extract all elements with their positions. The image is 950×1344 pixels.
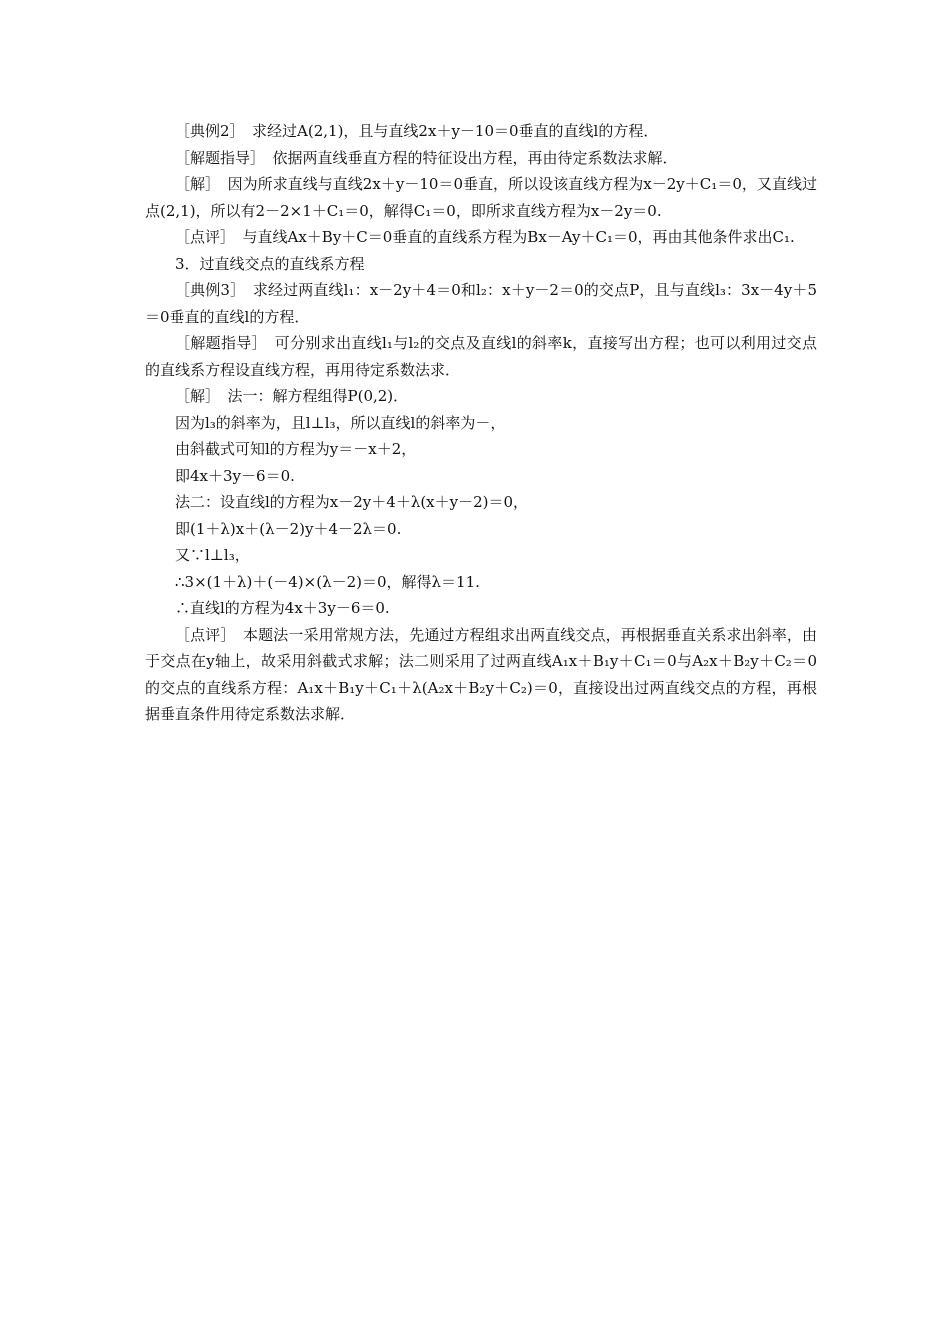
solution-step: 又∵l⊥l₃， (175, 546, 250, 564)
example-2-solution: ［解］ 因为所求直线与直线2x＋y－10＝0垂直，所以设该直线方程为x－2y＋C₁＝0，又直线过点(2,1)，所以有2－2×1＋C₁＝0，解得C₁＝0，即所求直线方程为x－2y＝0. (145, 175, 817, 220)
solution-step: 因为l₃的斜率为，且l⊥l₃，所以直线l的斜率为－， (175, 413, 506, 432)
solution-step: 由斜截式可知l的方程为y＝－x＋2， (175, 440, 417, 458)
solution-step: ∴3×(1＋λ)＋(－4)×(λ－2)＝0，解得λ＝11. (175, 572, 480, 591)
solution-step: 即(1＋λ)x＋(λ－2)y＋4－2λ＝0. (175, 519, 402, 538)
example-2-problem: ［典例2］ 求经过A(2,1)，且与直线2x＋y－10＝0垂直的直线l的方程． (175, 122, 659, 140)
solution-step: 即4x＋3y－6＝0. (175, 466, 295, 485)
example-3-guide: ［解题指导］ 可分别求出直线l₁与l₂的交点及直线l的斜率k，直接写出方程；也可以利用过交点的直线系方程设直线方程，再用待定系数法求． (145, 334, 817, 379)
example-3-solution-method-2: 法二：设直线l的方程为x－2y＋4＋λ(x＋y－2)＝0， (175, 493, 529, 511)
example-2-guide: ［解题指导］ 依据两直线垂直方程的特征设出方程，再由待定系数法求解． (175, 148, 678, 167)
example-2-comment: ［点评］ 与直线Ax＋By＋C＝0垂直的直线系方程为Bx－Ay＋C₁＝0，再由其他条件求出C₁. (175, 228, 795, 246)
section-heading: 3．过直线交点的直线系方程 (175, 254, 365, 273)
solution-result: ∴直线l的方程为4x＋3y－6＝0. (175, 599, 390, 617)
example-3-problem: ［典例3］ 求经过两直线l₁：x－2y＋4＝0和l₂：x＋y－2＝0的交点P，且与直线l₃：3x－4y＋5＝0垂直的直线l的方程． (145, 281, 817, 326)
example-3-comment: ［点评］ 本题法一采用常规方法，先通过方程组求出两直线交点，再根据垂直关系求出斜率，由于交点在y轴上，故采用斜截式求解；法二则采用了过两直线A₁x＋B₁y＋C₁＝0与A₂x＋B₂y＋C₂＝0的交点的直线系方程：A₁x＋B₁y＋C₁＋λ(A₂x＋B₂y＋C₂)＝0，直接设出过两直线交点的方程，再根据垂直条件用待定系数法求解． (145, 625, 817, 723)
example-3-solution-method-1: ［解］ 法一：解方程组得P(0,2)． (175, 387, 409, 405)
document-body (145, 118, 817, 728)
